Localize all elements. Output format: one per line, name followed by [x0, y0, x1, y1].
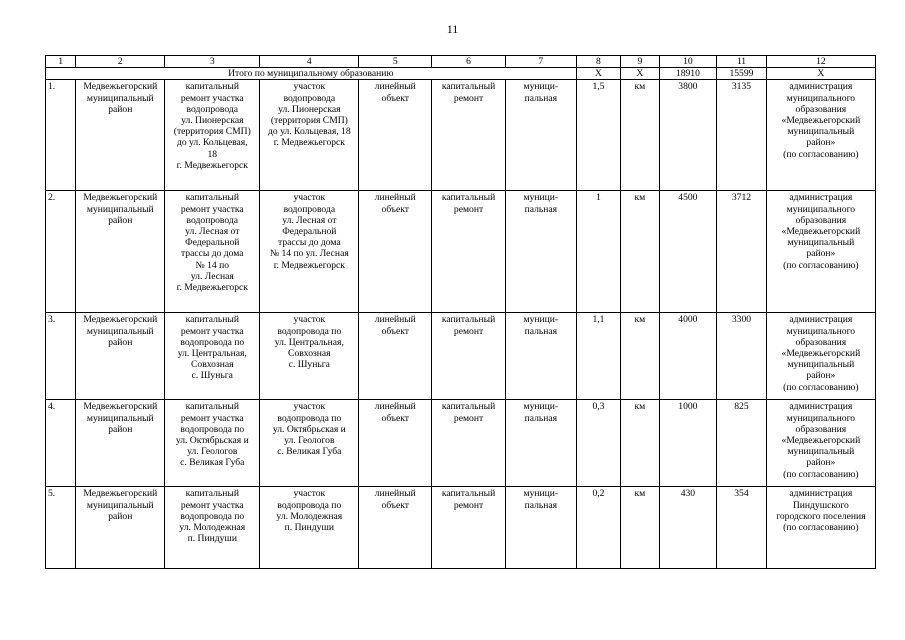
total-c8: Х: [576, 68, 620, 80]
kind-cell: капитальный ремонт: [432, 400, 506, 487]
quantity-cell: 1,1: [576, 313, 620, 400]
work-cell: капитальный ремонт участка водопровода ул. Лесная от Федеральной трассы до дома № 14 по ул. Лесная г. Медвежьегорск: [165, 191, 260, 313]
row-number: 4.: [46, 400, 76, 487]
type-cell: линейный объект: [359, 80, 432, 191]
cost-cell: 1000: [659, 400, 717, 487]
row-number: 1.: [46, 80, 76, 191]
responsible-cell: администрация Пиндушского городского поселения (по согласованию): [766, 487, 875, 569]
cost-cell: 4000: [659, 313, 717, 400]
work-cell: капитальный ремонт участка водопровода по ул. Молодежная п. Пиндуши: [165, 487, 260, 569]
type-cell: линейный объект: [359, 487, 432, 569]
unit-cell: км: [621, 313, 659, 400]
header-cell: 9: [621, 56, 659, 68]
responsible-cell: администрация муниципального образования «Медвежьегорский муниципальный район» (по согласованию): [766, 313, 875, 400]
cost2-cell: 825: [717, 400, 767, 487]
header-cell: 10: [659, 56, 717, 68]
header-cell: 4: [260, 56, 359, 68]
cost2-cell: 3300: [717, 313, 767, 400]
kind-cell: капитальный ремонт: [432, 191, 506, 313]
type-cell: линейный объект: [359, 313, 432, 400]
header-row: [46, 56, 876, 68]
page-number: 11: [446, 22, 459, 36]
header-cell: 3: [165, 56, 260, 68]
unit-cell: км: [621, 400, 659, 487]
kind-cell: капитальный ремонт: [432, 487, 506, 569]
row-number: 2.: [46, 191, 76, 313]
table-row: [46, 400, 876, 487]
ownership-cell: муници- пальная: [505, 487, 576, 569]
total-c12: Х: [766, 68, 875, 80]
quantity-cell: 0,3: [576, 400, 620, 487]
object-cell: участок водопровода ул. Пионерская (территория СМП) до ул. Кольцевая, 18 г. Медвежьегорск: [260, 80, 359, 191]
cost-cell: 4500: [659, 191, 717, 313]
unit-cell: км: [621, 487, 659, 569]
district-cell: Медвежьегорский муниципальный район: [76, 80, 165, 191]
district-cell: Медвежьегорский муниципальный район: [76, 487, 165, 569]
header-cell: 5: [359, 56, 432, 68]
district-cell: Медвежьегорский муниципальный район: [76, 400, 165, 487]
header-cell: 11: [717, 56, 767, 68]
cost-cell: 430: [659, 487, 717, 569]
object-cell: участок водопровода по ул. Октябрьская и ул. Геологов с. Великая Губа: [260, 400, 359, 487]
header-cell: 2: [76, 56, 165, 68]
work-cell: капитальный ремонт участка водопровода ул. Пионерская (территория СМП) до ул. Кольцевая, 18 г. Медвежьегорск: [165, 80, 260, 191]
total-c9: Х: [621, 68, 659, 80]
cost2-cell: 3712: [717, 191, 767, 313]
works-table: [45, 55, 876, 569]
responsible-cell: администрация муниципального образования «Медвежьегорский муниципальный район» (по согласованию): [766, 191, 875, 313]
total-cost2: 15599: [717, 68, 767, 80]
work-cell: капитальный ремонт участка водопровода по ул. Центральная, Совхозная с. Шуньга: [165, 313, 260, 400]
table-row: [46, 487, 876, 569]
total-cost: 18910: [659, 68, 717, 80]
table-row: [46, 191, 876, 313]
row-number: 3.: [46, 313, 76, 400]
district-cell: Медвежьегорский муниципальный район: [76, 313, 165, 400]
ownership-cell: муници- пальная: [505, 313, 576, 400]
ownership-cell: муници- пальная: [505, 80, 576, 191]
type-cell: линейный объект: [359, 191, 432, 313]
cost2-cell: 354: [717, 487, 767, 569]
object-cell: участок водопровода ул. Лесная от Федеральной трассы до дома № 14 по ул. Лесная г. Медвежьегорск: [260, 191, 359, 313]
quantity-cell: 1: [576, 191, 620, 313]
quantity-cell: 0,2: [576, 487, 620, 569]
header-cell: 1: [46, 56, 76, 68]
ownership-cell: муници- пальная: [505, 400, 576, 487]
total-row: [46, 68, 876, 80]
work-cell: капитальный ремонт участка водопровода по ул. Октябрьская и ул. Геологов с. Великая Губа: [165, 400, 260, 487]
total-label: Итого по муниципальному образованию: [46, 68, 577, 80]
table-row: [46, 313, 876, 400]
header-cell: 12: [766, 56, 875, 68]
object-cell: участок водопровода по ул. Центральная, Совхозная с. Шуньга: [260, 313, 359, 400]
cost-cell: 3800: [659, 80, 717, 191]
responsible-cell: администрация муниципального образования «Медвежьегорский муниципальный район» (по согласованию): [766, 80, 875, 191]
unit-cell: км: [621, 80, 659, 191]
ownership-cell: муници- пальная: [505, 191, 576, 313]
row-number: 5.: [46, 487, 76, 569]
kind-cell: капитальный ремонт: [432, 313, 506, 400]
responsible-cell: администрация муниципального образования «Медвежьегорский муниципальный район» (по согласованию): [766, 400, 875, 487]
header-cell: 8: [576, 56, 620, 68]
cost2-cell: 3135: [717, 80, 767, 191]
unit-cell: км: [621, 191, 659, 313]
kind-cell: капитальный ремонт: [432, 80, 506, 191]
type-cell: линейный объект: [359, 400, 432, 487]
header-cell: 7: [505, 56, 576, 68]
quantity-cell: 1,5: [576, 80, 620, 191]
table-row: [46, 80, 876, 191]
header-cell: 6: [432, 56, 506, 68]
district-cell: Медвежьегорский муниципальный район: [76, 191, 165, 313]
object-cell: участок водопровода по ул. Молодежная п. Пиндуши: [260, 487, 359, 569]
